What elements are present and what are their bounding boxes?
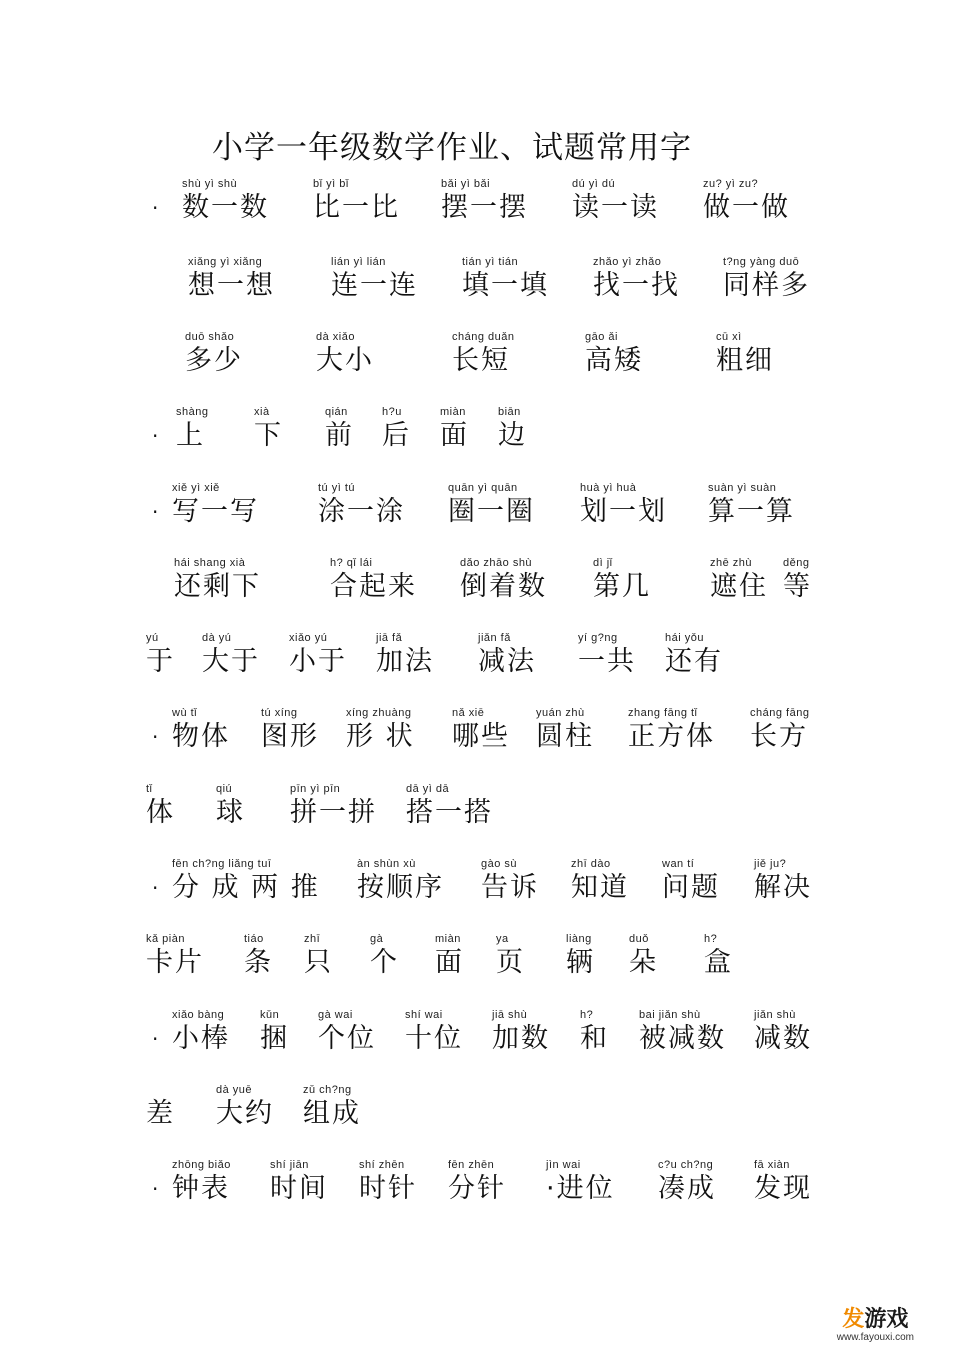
pinyin-label: cū xì — [716, 331, 742, 343]
hanzi-text: 上 — [176, 420, 205, 451]
hanzi-text: 连一连 — [331, 270, 418, 301]
pinyin-label: h? qǐ lái — [330, 557, 373, 569]
pinyin-label: dì jǐ — [593, 557, 613, 569]
hanzi-text: 算一算 — [708, 496, 795, 527]
pinyin-label: jiā fǎ — [376, 632, 403, 644]
pinyin-label: tú xíng — [261, 707, 298, 719]
hanzi-text: 捆 — [260, 1023, 289, 1054]
pinyin-label: shí zhēn — [359, 1159, 405, 1171]
pinyin-label: ya — [496, 933, 509, 945]
pinyin-label: nǎ xiē — [452, 707, 485, 719]
hanzi-text: 告诉 — [481, 872, 539, 903]
hanzi-text: 钟表 — [172, 1173, 230, 1204]
hanzi-text: 大小 — [316, 345, 374, 376]
hanzi-text: 多少 — [185, 345, 243, 376]
pinyin-label: dà yuē — [216, 1084, 253, 1096]
pinyin-label: zǔ ch?ng — [303, 1084, 352, 1096]
page-title: 小学一年级数学作业、试题常用字 — [212, 130, 692, 166]
pinyin-label: cháng duǎn — [452, 331, 515, 343]
pinyin-label: bǐ yì bǐ — [313, 178, 349, 190]
hanzi-text: 图形 — [261, 721, 319, 752]
hanzi-text: 组成 — [303, 1098, 361, 1129]
hanzi-text: 被减数 — [639, 1023, 726, 1054]
pinyin-label: xiǎng yì xiǎng — [188, 256, 263, 268]
pinyin-label: gào sù — [481, 858, 518, 870]
hanzi-text: 减法 — [478, 646, 536, 677]
hanzi-text: 盒 — [704, 947, 733, 978]
bullet-dot: · — [152, 424, 159, 448]
pinyin-label: gà wai — [318, 1009, 353, 1021]
hanzi-text: 只 — [304, 947, 333, 978]
pinyin-label: zhōng biǎo — [172, 1159, 231, 1171]
pinyin-label: fēn zhēn — [448, 1159, 495, 1171]
pinyin-label: yú — [146, 632, 159, 644]
pinyin-label: suàn yì suàn — [708, 482, 777, 494]
pinyin-label: huà yì huà — [580, 482, 637, 494]
word-row — [0, 707, 956, 769]
pinyin-label: xíng zhuàng — [346, 707, 412, 719]
word-row — [0, 256, 956, 318]
hanzi-text: 大约 — [216, 1098, 274, 1129]
pinyin-label: dǎo zhāo shù — [460, 557, 533, 569]
site-watermark — [837, 1309, 914, 1343]
hanzi-text: 拼一拼 — [290, 797, 377, 828]
hanzi-text: 找一找 — [593, 270, 680, 301]
word-row — [0, 1084, 956, 1146]
hanzi-text: 知道 — [571, 872, 629, 903]
pinyin-label: jiǎn shù — [754, 1009, 796, 1021]
hanzi-text: 圆柱 — [536, 721, 594, 752]
pinyin-label: xià — [254, 406, 270, 418]
pinyin-label: hái yǒu — [665, 632, 704, 644]
hanzi-text: 个位 — [318, 1023, 376, 1054]
hanzi-text: 物体 — [172, 721, 230, 752]
pinyin-label: shù yì shù — [182, 178, 238, 190]
pinyin-label: dā yì dā — [406, 783, 450, 795]
pinyin-label: xiǎo bàng — [172, 1009, 225, 1021]
pinyin-label: dà xiǎo — [316, 331, 355, 343]
hanzi-text: 数一数 — [182, 192, 269, 223]
pinyin-label: qián — [325, 406, 348, 418]
pinyin-label: h?u — [382, 406, 402, 418]
hanzi-text: 体 — [146, 797, 175, 828]
watermark-text: 游戏 — [864, 1307, 909, 1332]
pinyin-label: fā xiàn — [754, 1159, 790, 1171]
pinyin-label: tú yì tú — [318, 482, 356, 494]
hanzi-text: 小棒 — [172, 1023, 230, 1054]
hanzi-text: 摆一摆 — [441, 192, 528, 223]
pinyin-label: kǔn — [260, 1009, 280, 1021]
pinyin-label: zhī dào — [571, 858, 611, 870]
hanzi-text: 差 — [146, 1098, 175, 1129]
hanzi-text: 和 — [580, 1023, 609, 1054]
hanzi-text: 下 — [254, 420, 283, 451]
pinyin-label: shàng — [176, 406, 209, 418]
hanzi-text: 个 — [370, 947, 399, 978]
bullet-dot: · — [152, 876, 159, 900]
hanzi-text: 还剩下 — [174, 571, 261, 602]
pinyin-label: dà yú — [202, 632, 232, 644]
hanzi-text: 高矮 — [585, 345, 643, 376]
hanzi-text: 按顺序 — [357, 872, 444, 903]
hanzi-text: 同样多 — [723, 270, 810, 301]
pinyin-label: xiě yì xiě — [172, 482, 220, 494]
pinyin-label: liàng — [566, 933, 592, 945]
hanzi-text: 发现 — [754, 1173, 812, 1204]
hanzi-text: 后 — [382, 420, 411, 451]
word-row — [0, 482, 956, 544]
pinyin-label: wan tí — [662, 858, 695, 870]
word-row — [0, 1159, 956, 1221]
hanzi-text: 圈一圈 — [448, 496, 535, 527]
pinyin-label: fēn ch?ng liǎng tuī — [172, 858, 272, 870]
word-row — [0, 331, 956, 393]
hanzi-text: 粗细 — [716, 345, 774, 376]
bullet-dot: · — [152, 196, 159, 220]
pinyin-label: xiǎo yú — [289, 632, 328, 644]
hanzi-text: 球 — [216, 797, 245, 828]
hanzi-text: 读一读 — [572, 192, 659, 223]
hanzi-text: 等 — [783, 571, 812, 602]
pinyin-label: duǒ — [629, 933, 649, 945]
word-row — [0, 406, 956, 468]
watermark-logo — [837, 1309, 914, 1331]
hanzi-text: 搭一搭 — [406, 797, 493, 828]
pinyin-label: qiú — [216, 783, 233, 795]
hanzi-text: 小于 — [289, 646, 347, 677]
hanzi-text: 哪些 — [452, 721, 510, 752]
hanzi-text: 比一比 — [313, 192, 400, 223]
hanzi-text: 于 — [146, 646, 175, 677]
pinyin-label: yuán zhù — [536, 707, 585, 719]
bullet-dot: · — [152, 725, 159, 749]
hanzi-text: 减数 — [754, 1023, 812, 1054]
hanzi-text: 页 — [496, 947, 525, 978]
hanzi-text: 卡片 — [146, 947, 204, 978]
word-row — [0, 557, 956, 619]
pinyin-label: jiǎn fǎ — [478, 632, 511, 644]
pinyin-label: c?u ch?ng — [658, 1159, 714, 1171]
hanzi-text: 分针 — [448, 1173, 506, 1204]
pinyin-label: miàn — [435, 933, 461, 945]
bullet-dot: · — [152, 1027, 159, 1051]
hanzi-text: 边 — [498, 420, 527, 451]
hanzi-text: 面 — [435, 947, 464, 978]
word-row — [0, 933, 956, 995]
word-row — [0, 1009, 956, 1071]
pinyin-label: jiě ju? — [754, 858, 787, 870]
hanzi-text: 分 成 两 推 — [172, 872, 320, 903]
hanzi-text: 长短 — [452, 345, 510, 376]
hanzi-text: 前 — [325, 420, 354, 451]
pinyin-label: zhang fāng tǐ — [628, 707, 698, 719]
watermark-url: www.fayouxi.com — [836, 1332, 914, 1343]
pinyin-label: tiáo — [244, 933, 264, 945]
hanzi-text: 划一划 — [580, 496, 667, 527]
pinyin-label: zhǎo yì zhǎo — [593, 256, 662, 268]
pinyin-label: kǎ piàn — [146, 933, 185, 945]
hanzi-text: 倒着数 — [460, 571, 547, 602]
hanzi-text: 时针 — [359, 1173, 417, 1204]
hanzi-text: 加数 — [492, 1023, 550, 1054]
pinyin-label: h? — [704, 933, 718, 945]
pinyin-label: cháng fāng — [750, 707, 810, 719]
pinyin-label: shí wai — [405, 1009, 443, 1021]
pinyin-label: gāo ǎi — [585, 331, 618, 343]
hanzi-text: 还有 — [665, 646, 723, 677]
hanzi-text: 正方体 — [628, 721, 715, 752]
hanzi-text: 朵 — [629, 947, 658, 978]
hanzi-text: 写一写 — [172, 496, 259, 527]
hanzi-text: 涂一涂 — [318, 496, 405, 527]
pinyin-label: tián yì tián — [462, 256, 519, 268]
pinyin-label: duō shǎo — [185, 331, 235, 343]
pinyin-label: àn shùn xù — [357, 858, 416, 870]
pinyin-label: biān — [498, 406, 521, 418]
hanzi-text: 大于 — [202, 646, 260, 677]
pinyin-label: jìn wai — [546, 1159, 581, 1171]
pinyin-label: t?ng yàng duō — [723, 256, 800, 268]
pinyin-label: bǎi yì bǎi — [441, 178, 491, 190]
pinyin-label: pīn yì pīn — [290, 783, 341, 795]
pinyin-label: děng — [783, 557, 810, 569]
pinyin-label: quān yì quān — [448, 482, 518, 494]
pinyin-label: tǐ — [146, 783, 153, 795]
pinyin-label: gà — [370, 933, 384, 945]
hanzi-text: 形 状 — [346, 721, 415, 752]
hanzi-text: 加法 — [376, 646, 434, 677]
pinyin-label: zhī — [304, 933, 321, 945]
hanzi-text: 条 — [244, 947, 273, 978]
pinyin-label: hái shang xià — [174, 557, 246, 569]
hanzi-text: 凑成 — [658, 1173, 716, 1204]
pinyin-label: lián yì lián — [331, 256, 386, 268]
pinyin-label: miàn — [440, 406, 466, 418]
hanzi-text: 一共 — [578, 646, 636, 677]
word-row — [0, 178, 956, 240]
hanzi-text: 面 — [440, 420, 469, 451]
pinyin-label: shí jiān — [270, 1159, 309, 1171]
pinyin-label: bai jiǎn shù — [639, 1009, 701, 1021]
word-row — [0, 858, 956, 920]
watermark-accent: 发 — [842, 1307, 865, 1332]
pinyin-label: h? — [580, 1009, 594, 1021]
hanzi-text: 合起来 — [330, 571, 417, 602]
bullet-dot: · — [152, 500, 159, 524]
pinyin-label: yí g?ng — [578, 632, 618, 644]
hanzi-text: 问题 — [662, 872, 720, 903]
hanzi-text: 解决 — [754, 872, 812, 903]
hanzi-text: 做一做 — [703, 192, 790, 223]
pinyin-label: wù tǐ — [172, 707, 198, 719]
bullet-dot: · — [152, 1177, 159, 1201]
pinyin-label: zhē zhù — [710, 557, 753, 569]
word-row — [0, 783, 956, 845]
hanzi-text: 想一想 — [188, 270, 275, 301]
word-row — [0, 632, 956, 694]
hanzi-text: 十位 — [405, 1023, 463, 1054]
pinyin-label: dú yì dú — [572, 178, 616, 190]
pinyin-label: zu? yì zu? — [703, 178, 759, 190]
hanzi-text: 时间 — [270, 1173, 328, 1204]
pinyin-label: jiā shù — [492, 1009, 528, 1021]
hanzi-text: 遮住 — [710, 571, 768, 602]
hanzi-text: 第几 — [593, 571, 651, 602]
hanzi-text: 填一填 — [462, 270, 549, 301]
hanzi-text: ·进位 — [546, 1173, 615, 1204]
hanzi-text: 辆 — [566, 947, 595, 978]
hanzi-text: 长方 — [750, 721, 808, 752]
